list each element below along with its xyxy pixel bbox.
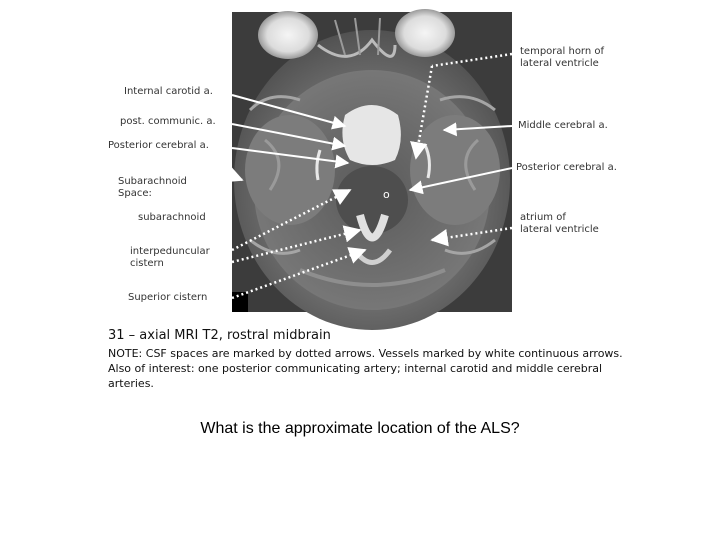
label-middle-cerebral: Middle cerebral a. — [518, 120, 608, 131]
label-superior-cistern: Superior cistern — [128, 292, 208, 303]
label-atrium: atrium of lateral ventricle — [520, 212, 599, 235]
label-subarachnoid-space: Subarachnoid Space: — [118, 176, 187, 199]
right-eye — [395, 9, 455, 57]
caption-note: NOTE: CSF spaces are marked by dotted arrows. Vessels marked by white continuous arrows. Also of interest: one posterior communicating artery; internal carotid and middle cerebral arteries. — [108, 347, 623, 390]
question-text: What is the approximate location of the ALS? — [200, 420, 520, 437]
label-posterior-cerebral-right: Posterior cerebral a. — [516, 162, 617, 173]
caption-title: 31 – axial MRI T2, rostral midbrain — [108, 328, 331, 343]
label-posterior-cerebral-left: Posterior cerebral a. — [108, 140, 209, 151]
label-post-communic: post. communic. a. — [120, 116, 216, 127]
figure-caption — [108, 328, 628, 391]
left-eye — [258, 11, 318, 59]
label-interpeduncular-cistern: interpeduncular cistern — [130, 246, 210, 269]
label-temporal-horn: temporal horn of lateral ventricle — [520, 46, 605, 69]
label-internal-carotid: Internal carotid a. — [124, 86, 213, 97]
label-subarachnoid-sub: subarachnoid — [138, 212, 206, 223]
image-marker: o — [383, 188, 390, 201]
